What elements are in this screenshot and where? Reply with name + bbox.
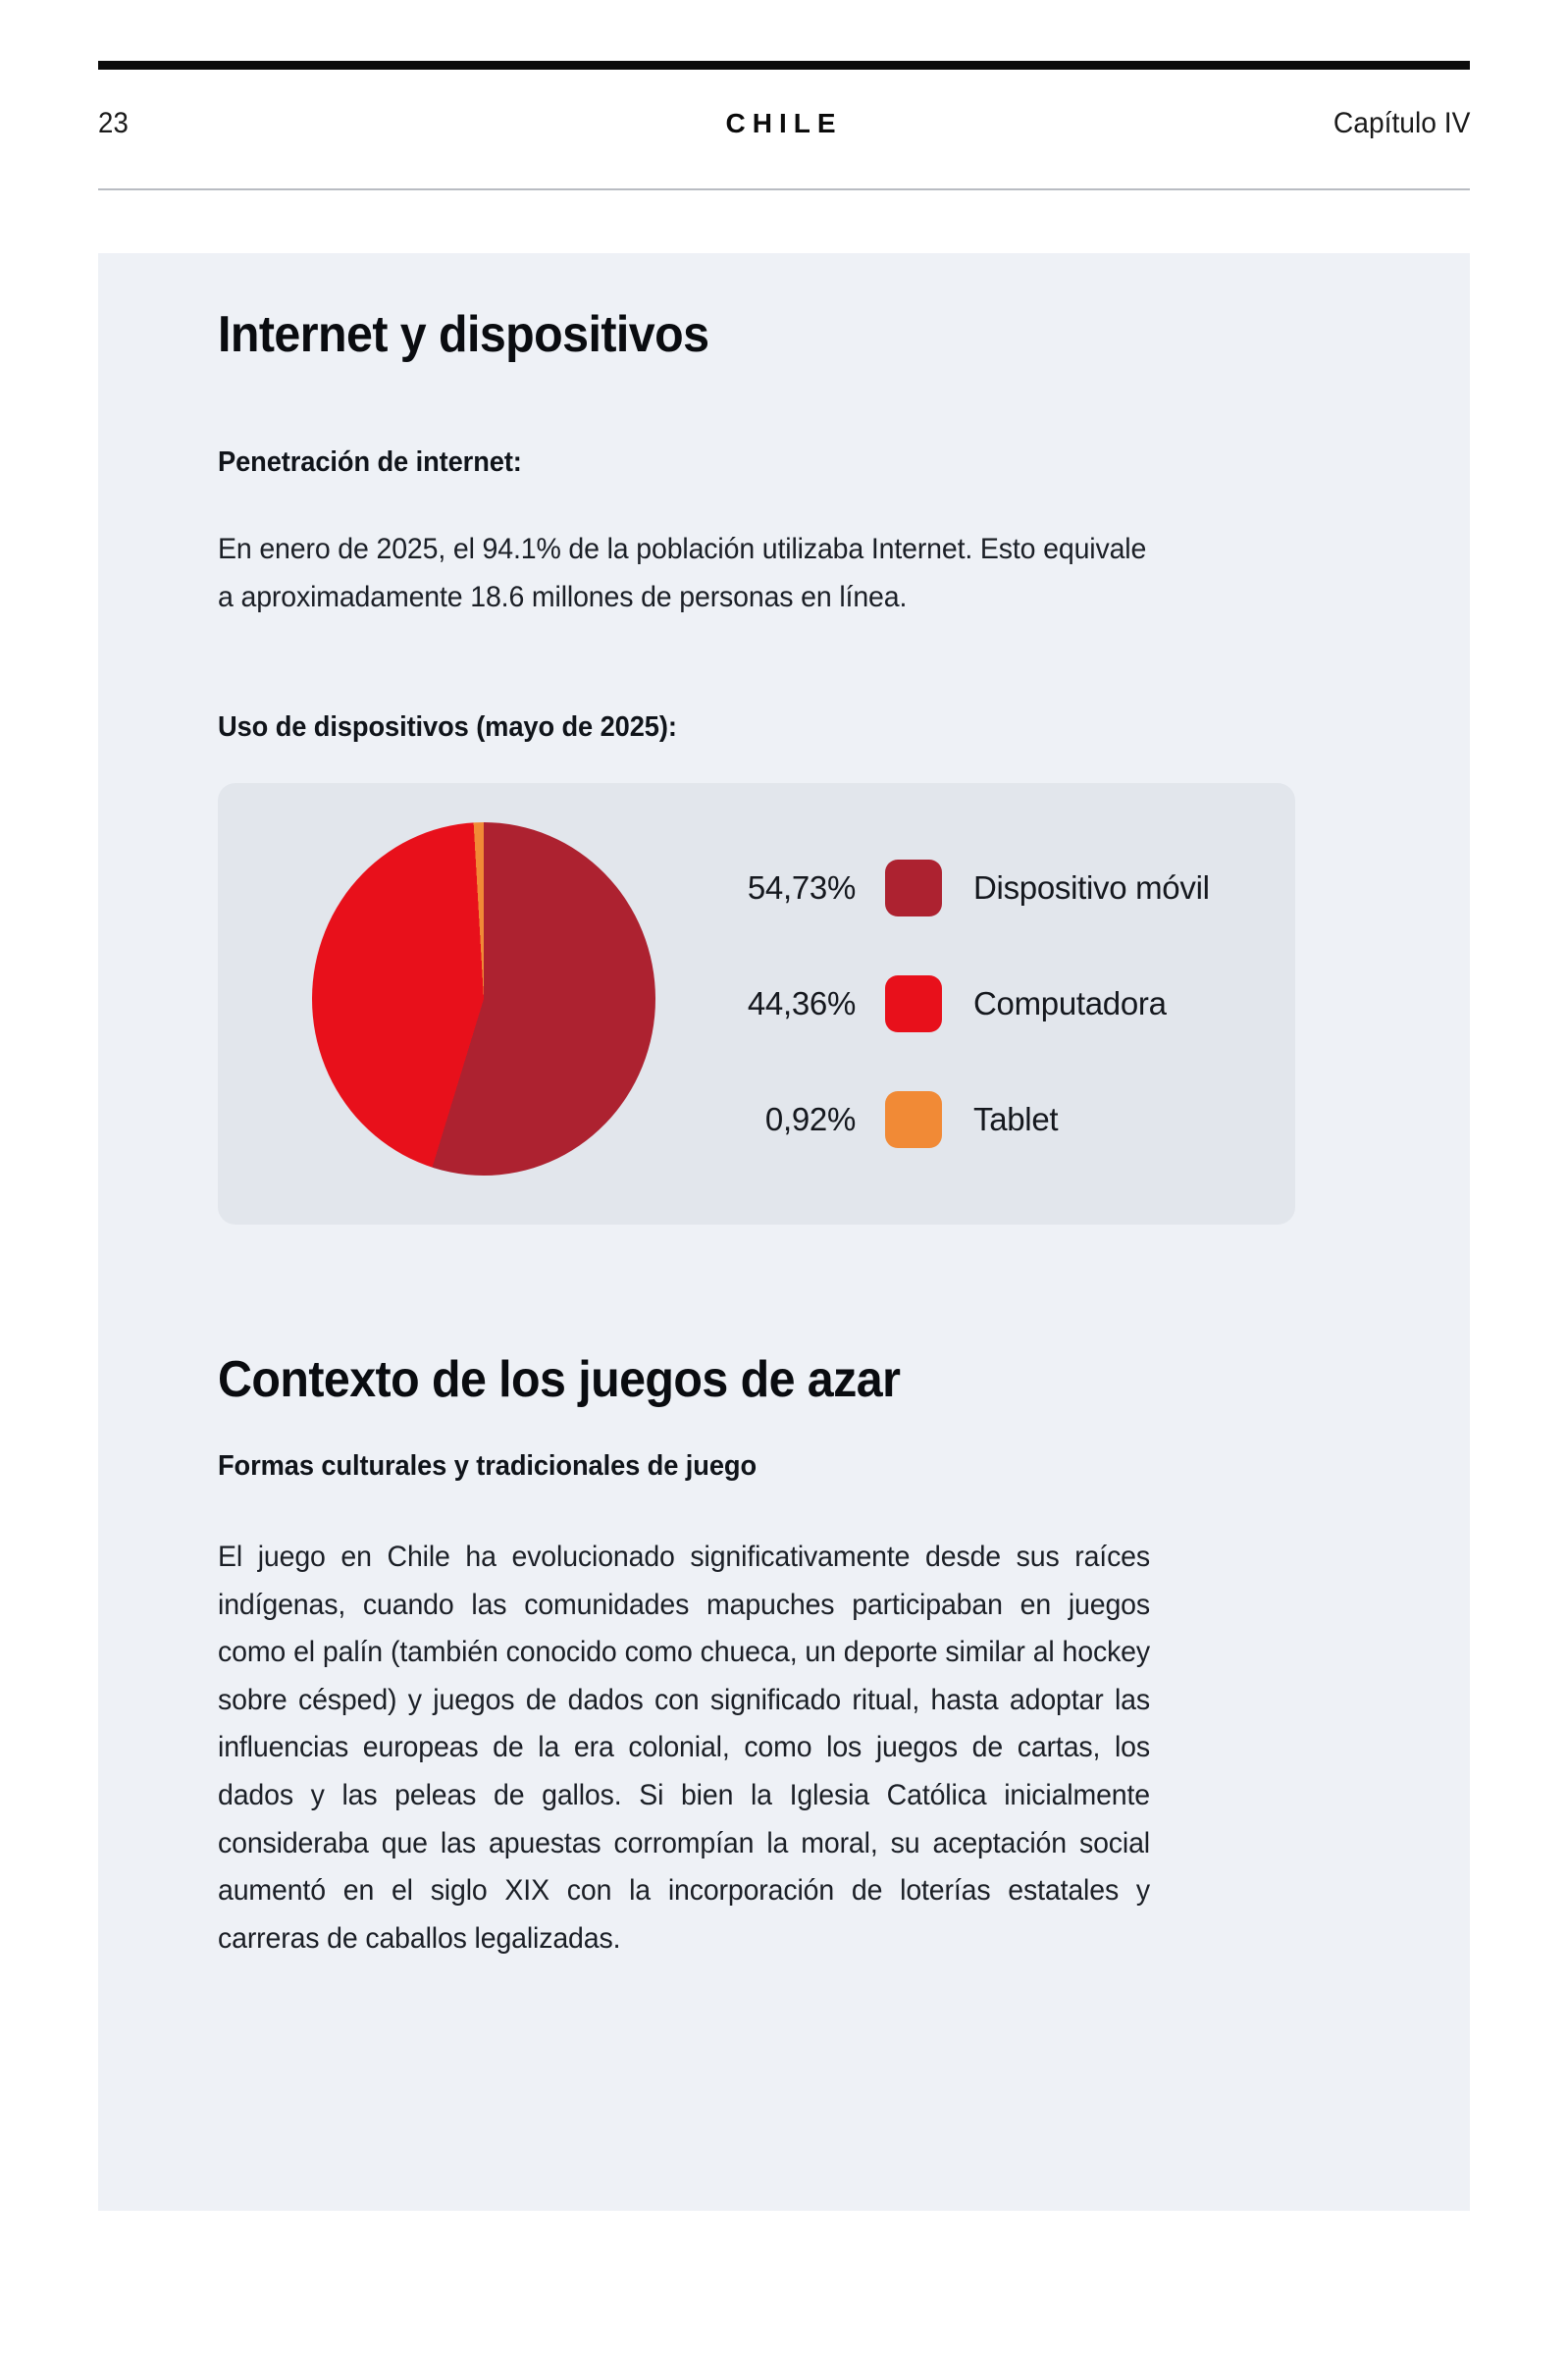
pie-chart: [312, 822, 655, 1176]
legend-label-computer: Computadora: [973, 985, 1167, 1021]
legend-value-tablet: 0,92%: [764, 1101, 856, 1137]
legend-swatch-tablet: [885, 1091, 942, 1148]
subheading-internet-penetration: Penetración de internet:: [218, 446, 522, 478]
section-heading-internet: Internet y dispositivos: [218, 306, 709, 363]
legend-item-computer: [708, 946, 1258, 1062]
pie-slices: [312, 822, 655, 1176]
header-top-rule: [98, 61, 1470, 70]
legend-value-computer: 44,36%: [747, 985, 856, 1021]
paragraph-internet-penetration: En enero de 2025, el 94.1% de la población utilizaba Internet. Esto equivale a aproximadamente 18.6 millones de personas en línea.: [218, 533, 1147, 613]
page-number: 23: [98, 107, 130, 139]
subheading-cultural-forms: Formas culturales y tradicionales de juego: [218, 1450, 758, 1482]
section-heading-gambling-context: Contexto de los juegos de azar: [218, 1351, 901, 1408]
header-bottom-rule: [98, 188, 1470, 190]
legend-swatch-mobile: [885, 860, 942, 916]
legend-label-mobile: Dispositivo móvil: [973, 869, 1210, 906]
legend-swatch-computer: [885, 975, 942, 1032]
page-header: [98, 93, 1470, 154]
running-head-title: CHILE: [725, 108, 843, 138]
device-usage-chart-card: [218, 783, 1295, 1225]
legend-label-tablet: Tablet: [973, 1101, 1059, 1137]
chart-legend: [708, 830, 1258, 1178]
legend-item-tablet: [708, 1062, 1258, 1178]
content-panel: [98, 253, 1470, 2211]
legend-value-mobile: 54,73%: [747, 869, 856, 906]
legend-item-mobile: [708, 830, 1258, 946]
subheading-device-usage: Uso de dispositivos (mayo de 2025):: [218, 711, 677, 743]
paragraph-gambling-history: El juego en Chile ha evolucionado significativamente desde sus raíces indígenas, cuando las comunidades mapuches participaban en juegos como el palín (también conocido como chueca, un deporte similar al hockey sobre césped) y juegos de dados con significado ritual, hasta adoptar las influencias europeas de la era colonial, como los juegos de cartas, los dados y las peleas de gallos. Si bien la Iglesia Católica inicialmente consideraba que las apuestas corrompían la moral, su aceptación social aumentó en el siglo XIX con la incorporación de loterías estatales y carreras de caballos legalizadas.: [218, 1541, 1150, 1955]
chapter-label: Capítulo IV: [1333, 107, 1470, 139]
